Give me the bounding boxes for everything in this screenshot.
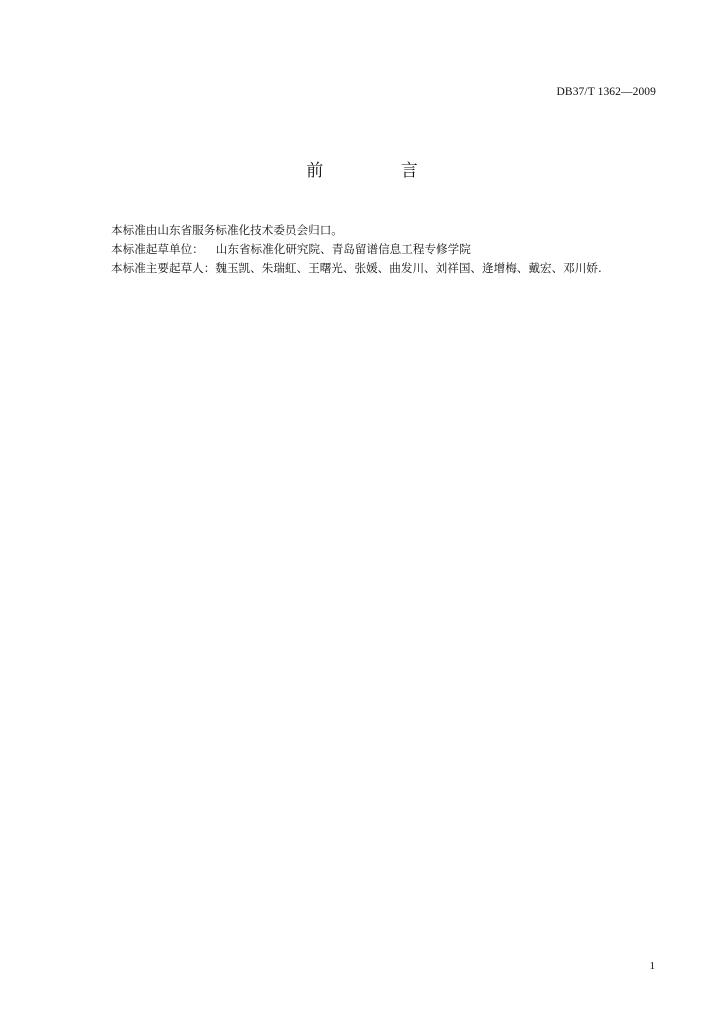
preface-line-text: 本标准由山东省服务标准化技术委员会归口。 [111, 223, 343, 237]
drafting-units-value: 山东省标准化研究院、青岛留谱信息工程专修学院 [215, 242, 471, 256]
drafting-units-label: 本标准起草单位： [111, 242, 204, 256]
preface-line-drafters [111, 259, 671, 278]
preface-line-responsible [111, 221, 671, 240]
drafters-value: 魏玉凯、朱瑞虹、王曙光、张媛、曲发川、刘祥国、逄增梅、戴宏、邓川娇. [215, 261, 602, 275]
page-title: 前 言 [306, 161, 454, 181]
page-number: 1 [649, 960, 655, 972]
preface-line-drafting-units [111, 240, 671, 259]
preface-body [111, 221, 671, 278]
standard-code: DB37/T 1362—2009 [556, 86, 656, 98]
drafters-label: 本标准主要起草人： [111, 261, 216, 275]
